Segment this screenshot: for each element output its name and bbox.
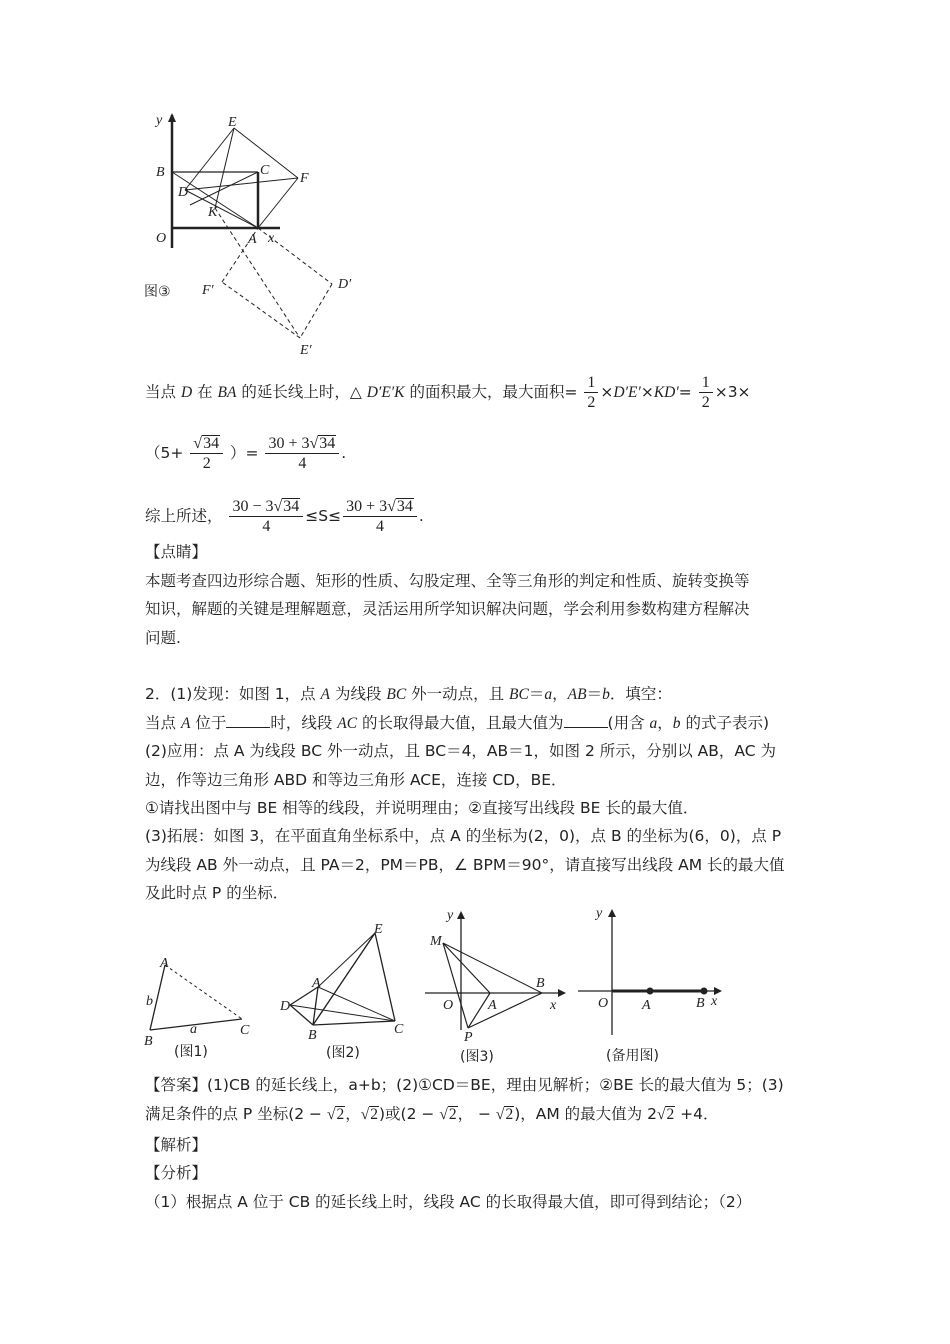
- svg-text:B: B: [144, 1034, 153, 1049]
- fig3-label-C: C: [260, 163, 270, 178]
- fig3-label-y: y: [156, 113, 163, 128]
- answer-line-1: 【答案】(1)CB 的延长线上，a+b；(2)①CD＝BE，理由见解析；②BE 长的最大值为 5；(3): [145, 1076, 784, 1094]
- dianjing-title: 【点睛】: [145, 543, 208, 561]
- svg-text:x: x: [550, 998, 557, 1013]
- para-summary-range: 综上所述， $\frac{30 - 3√34}{4}$ ≤S≤ $\frac{30 + 3√34}{4}$ .: [145, 498, 424, 535]
- fig3-label-B: B: [156, 165, 165, 180]
- fig3-label-Ep: E′: [300, 343, 312, 358]
- figure-backup: [578, 906, 722, 1064]
- fenxi-title: 【分析】: [145, 1164, 208, 1182]
- fig3-label-Fp: F′: [202, 283, 214, 298]
- svg-text:O: O: [443, 998, 454, 1013]
- figure-1: [144, 956, 250, 1060]
- svg-text:E: E: [374, 922, 383, 937]
- para-area-value: （5+ $\frac{√34}{2}$ ）= $\frac{30 + 3√34}{4}$ .: [145, 435, 347, 472]
- figure-3-caption: (图3): [460, 1049, 494, 1065]
- fig3-label-x: x: [268, 231, 275, 246]
- fig3-caption: 图③: [144, 284, 171, 300]
- q2-line-1: 2．(1)发现：如图 1，点 A 为线段 BC 外一动点，且 BC＝a，AB＝b．填空：: [145, 685, 672, 703]
- svg-text:B: B: [308, 1028, 317, 1043]
- figure-2-caption: (图2): [326, 1045, 360, 1061]
- svg-text:A: A: [160, 956, 169, 971]
- svg-text:B: B: [536, 976, 545, 991]
- fraction-lower-bound: $\frac{30 - 3√34}{4}$: [229, 497, 303, 536]
- dianjing-line-1: 本题考查四边形综合题、矩形的性质、勾股定理、全等三角形的判定和性质、旋转变换等: [145, 572, 750, 590]
- svg-text:x: x: [711, 994, 718, 1009]
- fig3-label-D: D: [178, 185, 189, 200]
- fig3-label-Dp: D′: [338, 277, 352, 292]
- figure-3-top: [140, 110, 370, 360]
- svg-text:M: M: [430, 934, 442, 949]
- fig3-label-A: A: [248, 232, 257, 247]
- answer-blank-2: [564, 713, 608, 728]
- svg-text:b: b: [146, 994, 153, 1009]
- fig3-label-O: O: [156, 231, 167, 246]
- fig3-label-E: E: [228, 115, 237, 130]
- svg-text:P: P: [464, 1030, 473, 1045]
- answer-line-2: 满足条件的点 P 坐标(2 − √2，√2)或(2 − √2， − √2)，AM 的最大值为 2√2 +4．: [145, 1105, 719, 1123]
- svg-text:A: A: [312, 976, 321, 991]
- figure-3: [425, 908, 566, 1065]
- fraction-half-1: $\frac{1}{2}$: [584, 373, 598, 412]
- figure-1-caption: (图1): [174, 1044, 208, 1060]
- q2-line-2: 当点 A 位于 时，线段 AC 的长取得最大值，且最大值为 (用含 a，b 的式子表示): [145, 714, 770, 732]
- svg-text:y: y: [596, 906, 603, 921]
- figure-backup-caption: (备用图): [606, 1048, 659, 1064]
- q2-line-4: 边，作等边三角形 ABD 和等边三角形 ACE，连接 CD，BE．: [145, 771, 567, 789]
- svg-text:C: C: [240, 1023, 250, 1038]
- fraction-area-result: $\frac{30 + 3√34}{4}$: [265, 434, 339, 473]
- answer-blank-1: [226, 713, 270, 728]
- jiexi-title: 【解析】: [145, 1136, 208, 1154]
- fraction-upper-bound: $\frac{30 + 3√34}{4}$: [343, 497, 417, 536]
- fig3-label-F: F: [300, 171, 309, 186]
- q2-line-5: ①请找出图中与 BE 相等的线段，并说明理由；②直接写出线段 BE 长的最大值．: [145, 799, 699, 817]
- q2-line-7: 为线段 AB 外一动点，且 PA＝2，PM＝PB，∠ BPM＝90°，请直接写出线段 AM 长的最大值: [145, 856, 785, 874]
- analysis-line-1: （1）根据点 A 位于 CB 的延长线上时，线段 AC 的长取得最大值，即可得到结论；（2）: [145, 1193, 752, 1211]
- svg-text:y: y: [447, 908, 454, 923]
- q2-line-3: (2)应用：点 A 为线段 BC 外一动点，且 BC＝4，AB＝1，如图 2 所示，分别以 AB，AC 为: [145, 742, 776, 760]
- figure-2: [279, 922, 404, 1061]
- fraction-half-2: $\frac{1}{2}$: [699, 373, 713, 412]
- q2-line-8: 及此时点 P 的坐标．: [145, 884, 289, 902]
- svg-text:B: B: [696, 996, 705, 1011]
- para-max-area: 当点 D 在 BA 的延长线上时，△ D′E′K 的面积最大，最大面积= $\frac{1}{2}$ ×D′E′×KD′= $\frac{1}{2}$ ×3×: [145, 374, 751, 411]
- svg-text:O: O: [598, 996, 609, 1011]
- svg-text:a: a: [190, 1022, 197, 1037]
- dianjing-line-3: 问题.: [145, 629, 181, 647]
- svg-text:A: A: [488, 998, 497, 1013]
- svg-text:C: C: [394, 1022, 404, 1037]
- figures-row: [130, 905, 750, 1070]
- fraction-sqrt34-over-2: $\frac{√34}{2}$: [190, 434, 223, 473]
- dianjing-line-2: 知识，解题的关键是理解题意，灵活运用所学知识解决问题，学会利用参数构建方程解决: [145, 600, 750, 618]
- svg-text:D: D: [280, 999, 291, 1014]
- q2-line-6: (3)拓展：如图 3，在平面直角坐标系中，点 A 的坐标为(2，0)，点 B 的坐标为(6，0)，点 P: [145, 827, 782, 845]
- svg-text:A: A: [642, 998, 651, 1013]
- fig3-label-K: K: [208, 205, 218, 220]
